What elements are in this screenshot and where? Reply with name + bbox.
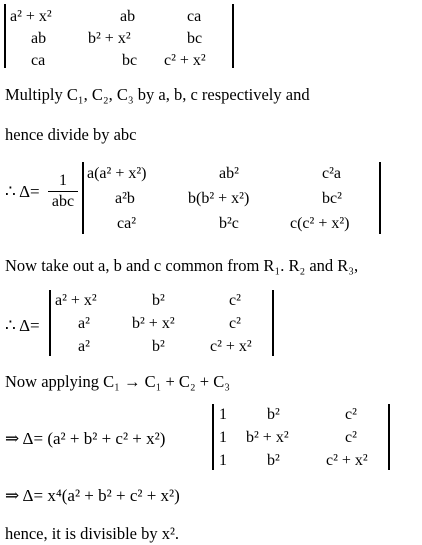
fraction-numerator: 1	[59, 172, 67, 189]
therefore-delta: ∴ Δ=	[5, 182, 40, 201]
det1-r2c2: b² + x²	[88, 30, 131, 47]
det2-r2c3: bc²	[322, 190, 342, 207]
det-bar-right	[232, 4, 234, 68]
det-bar-right	[388, 404, 390, 470]
det3-r2c3: c²	[229, 315, 241, 332]
det-bar-left	[212, 404, 214, 470]
det4-r1c2: b²	[267, 406, 280, 423]
text-conclusion: hence, it is divisible by x².	[5, 524, 180, 543]
det2-r1c3: c²a	[322, 165, 341, 182]
det2-r3c2: b²c	[219, 215, 239, 232]
det4-r1c1: 1	[219, 406, 227, 423]
text-take-out: Now take out a, b and c common from R₁. R₂ and R₃,	[5, 256, 359, 275]
det3-r1c3: c²	[229, 292, 241, 309]
det3-r2c2: b² + x²	[132, 315, 175, 332]
implies-delta: ⇒ Δ= (a² + b² + c² + x²)	[5, 429, 166, 448]
det3-r1c1: a² + x²	[55, 292, 97, 309]
det4-r2c2: b² + x²	[246, 429, 289, 446]
det1-r3c1: ca	[31, 52, 46, 69]
det3-r3c3: c² + x²	[210, 338, 252, 355]
det1-r1c2: ab	[120, 8, 136, 25]
text-multiply: Multiply C₁, C₂, C₃ by a, b, c respectively and	[5, 85, 310, 104]
det-bar-left	[4, 4, 6, 68]
det3-r3c2: b²	[152, 338, 165, 355]
det1-r2c3: bc	[187, 30, 203, 47]
det1-r3c3: c² + x²	[164, 52, 206, 69]
det4-r3c3: c² + x²	[326, 452, 368, 469]
det4-r3c2: b²	[267, 452, 280, 469]
result-line: ⇒ Δ= x⁴(a² + b² + c² + x²)	[5, 486, 180, 505]
det-bar-left	[82, 162, 84, 234]
det4-r2c1: 1	[219, 429, 227, 446]
det3-r1c2: b²	[152, 292, 165, 309]
det2-r3c1: ca²	[117, 215, 136, 232]
det4-r2c3: c²	[345, 429, 357, 446]
fraction-denominator: abc	[51, 193, 75, 211]
det1-r1c3: ca	[187, 8, 202, 25]
det4-r1c3: c²	[345, 406, 357, 423]
fraction-1-over-abc	[48, 172, 78, 211]
det2-r3c3: c(c² + x²)	[290, 215, 350, 232]
det2-r1c2: ab²	[219, 165, 239, 182]
det4-r3c1: 1	[219, 452, 227, 469]
det1-r1c1: a² + x²	[10, 8, 52, 25]
text-divide: hence divide by abc	[5, 125, 137, 144]
det3-r3c1: a²	[78, 338, 90, 355]
det-bar-right	[379, 162, 381, 234]
det-bar-left	[49, 290, 51, 356]
det1-r2c1: ab	[31, 30, 47, 47]
det2-r1c1: a(a² + x²)	[87, 165, 147, 182]
det2-r2c1: a²b	[115, 190, 135, 207]
text-applying: Now applying C₁ → C₁ + C₂ + C₃	[5, 372, 230, 391]
det-bar-right	[272, 290, 274, 356]
det2-r2c2: b(b² + x²)	[188, 190, 250, 207]
det1-r3c2: bc	[122, 52, 138, 69]
therefore-delta: ∴ Δ=	[5, 316, 40, 335]
det3-r2c1: a²	[78, 315, 90, 332]
fraction-line	[48, 191, 78, 192]
